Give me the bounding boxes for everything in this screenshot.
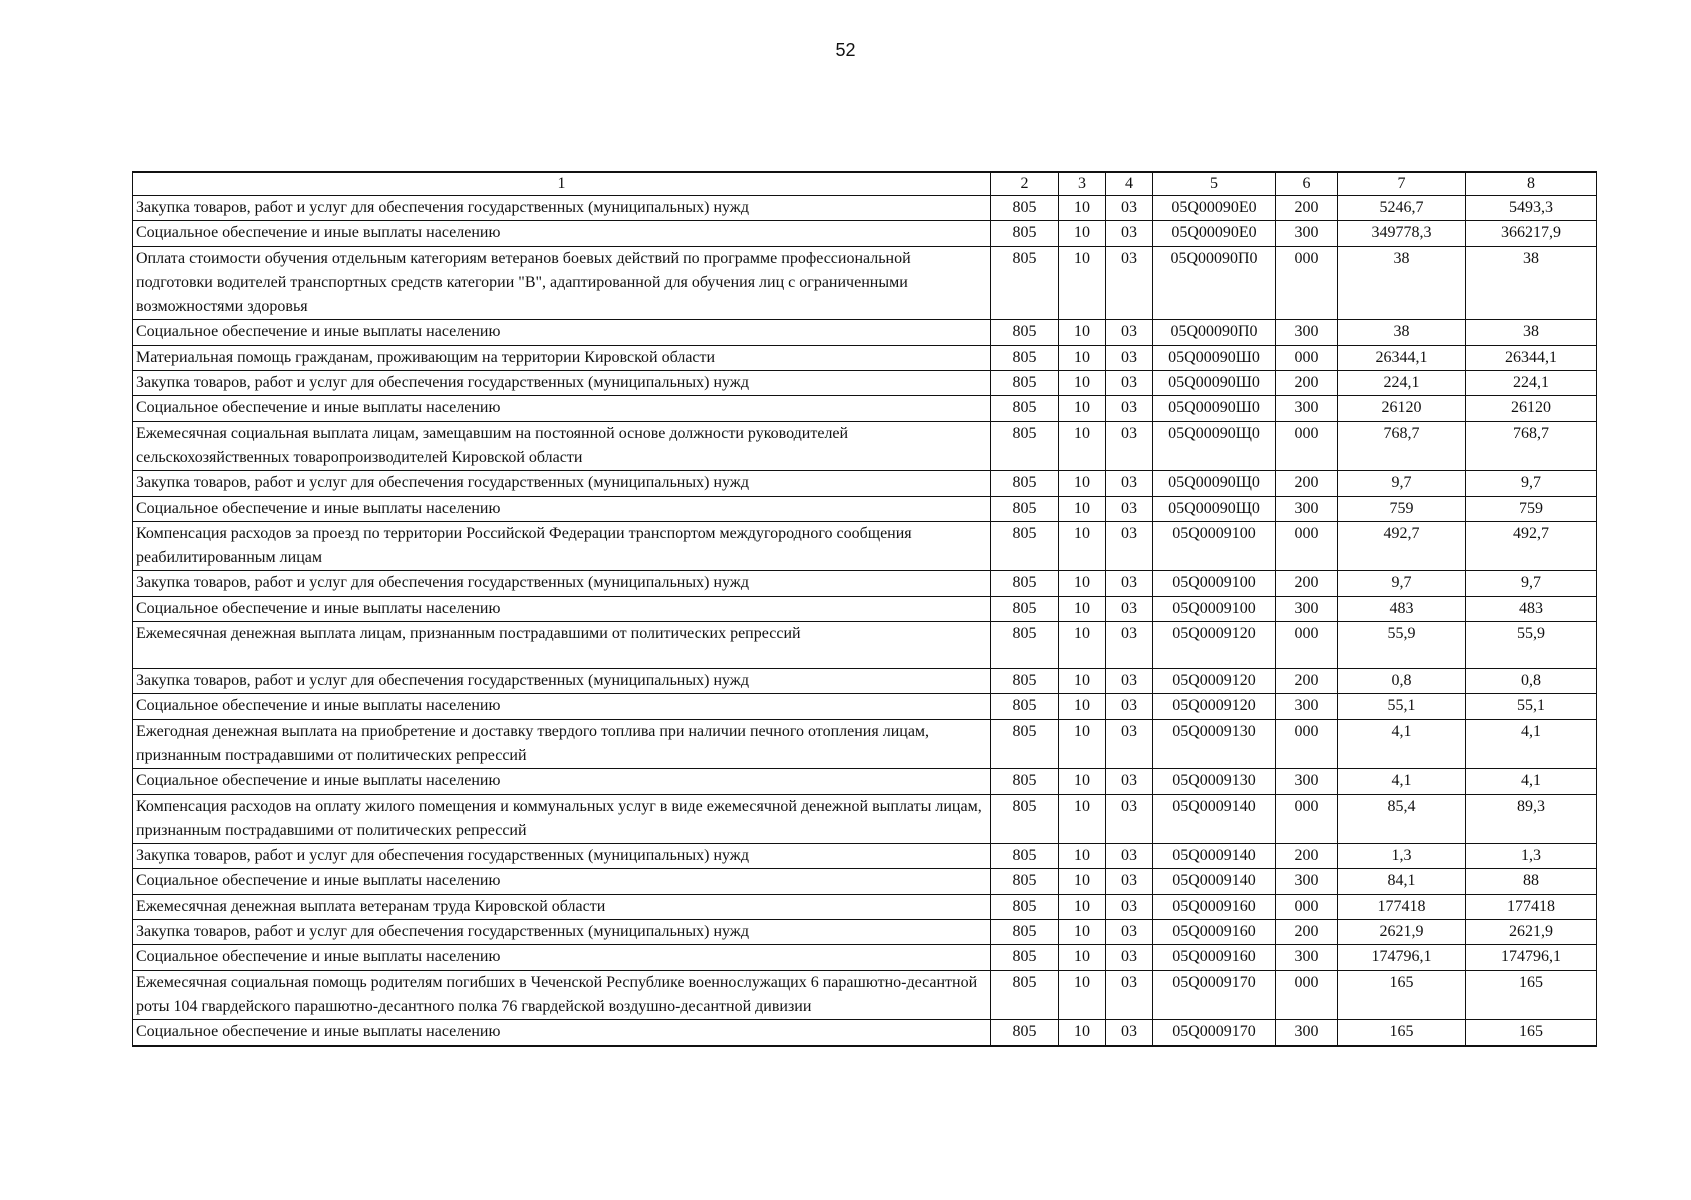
table-row [133, 970, 1597, 1020]
table-row [133, 920, 1597, 945]
row-admin-code: 805 [991, 471, 1059, 496]
row-amount-col8: 38 [1466, 320, 1597, 345]
row-admin-code: 805 [991, 496, 1059, 521]
row-description: Социальное обеспечение и иные выплаты населению [133, 769, 991, 794]
row-target-article: 05Q0009170 [1153, 970, 1276, 1020]
row-subsection: 03 [1106, 869, 1153, 894]
row-subsection: 03 [1106, 320, 1153, 345]
row-amount-col8: 177418 [1466, 894, 1597, 919]
row-section: 10 [1059, 622, 1106, 669]
row-subsection: 03 [1106, 496, 1153, 521]
header-row [133, 172, 1597, 196]
row-description: Закупка товаров, работ и услуг для обеспечения государственных (муниципальных) нужд [133, 471, 991, 496]
row-description: Закупка товаров, работ и услуг для обеспечения государственных (муниципальных) нужд [133, 371, 991, 396]
row-section: 10 [1059, 719, 1106, 769]
row-section: 10 [1059, 920, 1106, 945]
row-admin-code: 805 [991, 521, 1059, 571]
row-amount-col7: 0,8 [1338, 669, 1466, 694]
row-description: Ежемесячная социальная помощь родителям погибших в Чеченской Республике военнослужащих 6 парашютно-десантной роты 104 гвардейского парашютно-десантного полка 76 гвардейской воздушно-десантной дивизии [133, 970, 991, 1020]
row-subsection: 03 [1106, 1020, 1153, 1046]
row-amount-col7: 165 [1338, 970, 1466, 1020]
row-description: Социальное обеспечение и иные выплаты населению [133, 221, 991, 246]
header-col-2: 2 [991, 172, 1059, 196]
row-amount-col7: 5246,7 [1338, 196, 1466, 221]
row-target-article: 05Q00090Е0 [1153, 196, 1276, 221]
row-admin-code: 805 [991, 622, 1059, 669]
row-amount-col7: 26120 [1338, 396, 1466, 421]
row-target-article: 05Q0009170 [1153, 1020, 1276, 1046]
row-amount-col8: 2621,9 [1466, 920, 1597, 945]
row-section: 10 [1059, 769, 1106, 794]
row-admin-code: 805 [991, 869, 1059, 894]
row-admin-code: 805 [991, 844, 1059, 869]
row-amount-col8: 1,3 [1466, 844, 1597, 869]
row-admin-code: 805 [991, 221, 1059, 246]
table-row [133, 246, 1597, 320]
row-admin-code: 805 [991, 196, 1059, 221]
row-subsection: 03 [1106, 669, 1153, 694]
row-expense-type: 200 [1276, 844, 1338, 869]
row-subsection: 03 [1106, 246, 1153, 320]
row-subsection: 03 [1106, 521, 1153, 571]
row-target-article: 05Q0009160 [1153, 920, 1276, 945]
row-amount-col7: 483 [1338, 596, 1466, 621]
row-target-article: 05Q0009100 [1153, 596, 1276, 621]
row-admin-code: 805 [991, 345, 1059, 370]
row-admin-code: 805 [991, 769, 1059, 794]
row-admin-code: 805 [991, 396, 1059, 421]
row-section: 10 [1059, 246, 1106, 320]
row-section: 10 [1059, 1020, 1106, 1046]
row-amount-col8: 174796,1 [1466, 945, 1597, 970]
row-target-article: 05Q0009130 [1153, 769, 1276, 794]
row-description: Закупка товаров, работ и услуг для обеспечения государственных (муниципальных) нужд [133, 920, 991, 945]
row-admin-code: 805 [991, 571, 1059, 596]
row-amount-col8: 759 [1466, 496, 1597, 521]
row-expense-type: 000 [1276, 521, 1338, 571]
row-description: Ежемесячная социальная выплата лицам, замещавшим на постоянной основе должности руководителей сельскохозяйственных товаропроизводителей Кировской области [133, 421, 991, 471]
row-target-article: 05Q0009120 [1153, 669, 1276, 694]
row-subsection: 03 [1106, 769, 1153, 794]
row-amount-col7: 9,7 [1338, 471, 1466, 496]
row-subsection: 03 [1106, 571, 1153, 596]
header-col-3: 3 [1059, 172, 1106, 196]
row-target-article: 05Q0009160 [1153, 945, 1276, 970]
row-admin-code: 805 [991, 246, 1059, 320]
row-amount-col8: 483 [1466, 596, 1597, 621]
row-amount-col8: 165 [1466, 1020, 1597, 1046]
row-target-article: 05Q0009100 [1153, 571, 1276, 596]
row-amount-col7: 55,1 [1338, 694, 1466, 719]
row-description: Компенсация расходов на оплату жилого помещения и коммунальных услуг в виде ежемесячной денежной выплаты лицам, признанным пострадавшими от политических репрессий [133, 794, 991, 844]
row-description: Социальное обеспечение и иные выплаты населению [133, 1020, 991, 1046]
row-amount-col7: 55,9 [1338, 622, 1466, 669]
row-description: Социальное обеспечение и иные выплаты населению [133, 869, 991, 894]
row-target-article: 05Q00090Щ0 [1153, 496, 1276, 521]
row-expense-type: 300 [1276, 945, 1338, 970]
row-description: Закупка товаров, работ и услуг для обеспечения государственных (муниципальных) нужд [133, 196, 991, 221]
row-description: Компенсация расходов за проезд по территории Российской Федерации транспортом междугородного сообщения реабилитированным лицам [133, 521, 991, 571]
row-target-article: 05Q0009130 [1153, 719, 1276, 769]
table-row [133, 371, 1597, 396]
row-expense-type: 000 [1276, 246, 1338, 320]
row-amount-col8: 9,7 [1466, 571, 1597, 596]
row-section: 10 [1059, 496, 1106, 521]
row-subsection: 03 [1106, 396, 1153, 421]
row-section: 10 [1059, 694, 1106, 719]
row-subsection: 03 [1106, 719, 1153, 769]
row-section: 10 [1059, 571, 1106, 596]
row-expense-type: 300 [1276, 320, 1338, 345]
table-row [133, 496, 1597, 521]
row-admin-code: 805 [991, 945, 1059, 970]
row-target-article: 05Q0009140 [1153, 869, 1276, 894]
table-row [133, 345, 1597, 370]
row-amount-col8: 0,8 [1466, 669, 1597, 694]
row-expense-type: 300 [1276, 869, 1338, 894]
row-section: 10 [1059, 421, 1106, 471]
table-row [133, 894, 1597, 919]
table-row [133, 396, 1597, 421]
table-body [133, 196, 1597, 1046]
row-admin-code: 805 [991, 694, 1059, 719]
row-section: 10 [1059, 669, 1106, 694]
row-amount-col8: 366217,9 [1466, 221, 1597, 246]
row-section: 10 [1059, 371, 1106, 396]
row-description: Социальное обеспечение и иные выплаты населению [133, 496, 991, 521]
row-target-article: 05Q00090П0 [1153, 246, 1276, 320]
row-description: Оплата стоимости обучения отдельным категориям ветеранов боевых действий по программе профессиональной подготовки водителей транспортных средств категории "В", адаптированной для обучения лиц с ограниченными возможностями здоровья [133, 246, 991, 320]
row-description: Закупка товаров, работ и услуг для обеспечения государственных (муниципальных) нужд [133, 571, 991, 596]
row-section: 10 [1059, 844, 1106, 869]
table-row [133, 669, 1597, 694]
row-section: 10 [1059, 970, 1106, 1020]
row-amount-col7: 349778,3 [1338, 221, 1466, 246]
table-row [133, 719, 1597, 769]
row-expense-type: 000 [1276, 345, 1338, 370]
header-col-6: 6 [1276, 172, 1338, 196]
row-admin-code: 805 [991, 421, 1059, 471]
budget-table [132, 171, 1597, 1047]
row-admin-code: 805 [991, 1020, 1059, 1046]
row-expense-type: 000 [1276, 622, 1338, 669]
row-target-article: 05Q00090Щ0 [1153, 421, 1276, 471]
row-subsection: 03 [1106, 622, 1153, 669]
row-amount-col7: 38 [1338, 320, 1466, 345]
row-amount-col7: 768,7 [1338, 421, 1466, 471]
row-amount-col7: 492,7 [1338, 521, 1466, 571]
row-description: Социальное обеспечение и иные выплаты населению [133, 694, 991, 719]
row-amount-col7: 2621,9 [1338, 920, 1466, 945]
row-subsection: 03 [1106, 196, 1153, 221]
header-col-1: 1 [133, 172, 991, 196]
row-subsection: 03 [1106, 345, 1153, 370]
row-amount-col7: 26344,1 [1338, 345, 1466, 370]
row-section: 10 [1059, 945, 1106, 970]
row-amount-col7: 85,4 [1338, 794, 1466, 844]
row-amount-col8: 26120 [1466, 396, 1597, 421]
table-row [133, 320, 1597, 345]
table-row [133, 844, 1597, 869]
row-amount-col7: 759 [1338, 496, 1466, 521]
header-col-7: 7 [1338, 172, 1466, 196]
row-description: Социальное обеспечение и иные выплаты населению [133, 396, 991, 421]
row-description: Закупка товаров, работ и услуг для обеспечения государственных (муниципальных) нужд [133, 669, 991, 694]
row-expense-type: 000 [1276, 421, 1338, 471]
row-expense-type: 200 [1276, 196, 1338, 221]
table-row [133, 196, 1597, 221]
row-amount-col8: 55,9 [1466, 622, 1597, 669]
table-row [133, 945, 1597, 970]
row-description: Ежемесячная денежная выплата ветеранам труда Кировской области [133, 894, 991, 919]
row-subsection: 03 [1106, 371, 1153, 396]
table-row [133, 1020, 1597, 1046]
table-row [133, 596, 1597, 621]
row-amount-col8: 89,3 [1466, 794, 1597, 844]
row-expense-type: 300 [1276, 694, 1338, 719]
row-target-article: 05Q0009120 [1153, 694, 1276, 719]
row-amount-col8: 165 [1466, 970, 1597, 1020]
row-amount-col8: 38 [1466, 246, 1597, 320]
row-expense-type: 300 [1276, 221, 1338, 246]
row-section: 10 [1059, 894, 1106, 919]
row-section: 10 [1059, 221, 1106, 246]
row-target-article: 05Q00090Ш0 [1153, 371, 1276, 396]
row-amount-col8: 55,1 [1466, 694, 1597, 719]
row-section: 10 [1059, 196, 1106, 221]
table-row [133, 794, 1597, 844]
row-amount-col8: 4,1 [1466, 769, 1597, 794]
row-admin-code: 805 [991, 719, 1059, 769]
row-target-article: 05Q00090П0 [1153, 320, 1276, 345]
table-row [133, 521, 1597, 571]
row-expense-type: 200 [1276, 920, 1338, 945]
row-section: 10 [1059, 521, 1106, 571]
row-amount-col8: 5493,3 [1466, 196, 1597, 221]
row-subsection: 03 [1106, 694, 1153, 719]
table-row [133, 622, 1597, 669]
row-amount-col8: 768,7 [1466, 421, 1597, 471]
row-target-article: 05Q00090Е0 [1153, 221, 1276, 246]
table-row [133, 869, 1597, 894]
row-amount-col8: 26344,1 [1466, 345, 1597, 370]
row-description: Ежегодная денежная выплата на приобретение и доставку твердого топлива при наличии печного отопления лицам, признанным пострадавшими от политических репрессий [133, 719, 991, 769]
row-target-article: 05Q00090Щ0 [1153, 471, 1276, 496]
row-expense-type: 300 [1276, 596, 1338, 621]
row-target-article: 05Q0009160 [1153, 894, 1276, 919]
row-expense-type: 200 [1276, 571, 1338, 596]
header-col-8: 8 [1466, 172, 1597, 196]
row-section: 10 [1059, 596, 1106, 621]
row-target-article: 05Q00090Ш0 [1153, 396, 1276, 421]
row-subsection: 03 [1106, 844, 1153, 869]
row-expense-type: 000 [1276, 794, 1338, 844]
row-section: 10 [1059, 396, 1106, 421]
row-target-article: 05Q0009120 [1153, 622, 1276, 669]
row-subsection: 03 [1106, 794, 1153, 844]
row-expense-type: 200 [1276, 371, 1338, 396]
row-target-article: 05Q0009140 [1153, 794, 1276, 844]
row-expense-type: 200 [1276, 471, 1338, 496]
row-amount-col8: 9,7 [1466, 471, 1597, 496]
row-target-article: 05Q0009100 [1153, 521, 1276, 571]
row-description: Социальное обеспечение и иные выплаты населению [133, 596, 991, 621]
row-subsection: 03 [1106, 221, 1153, 246]
table-row [133, 421, 1597, 471]
table-row [133, 471, 1597, 496]
row-amount-col8: 492,7 [1466, 521, 1597, 571]
row-subsection: 03 [1106, 596, 1153, 621]
row-admin-code: 805 [991, 320, 1059, 345]
row-expense-type: 000 [1276, 970, 1338, 1020]
row-amount-col8: 224,1 [1466, 371, 1597, 396]
row-expense-type: 200 [1276, 669, 1338, 694]
row-admin-code: 805 [991, 371, 1059, 396]
row-description: Социальное обеспечение и иные выплаты населению [133, 320, 991, 345]
row-admin-code: 805 [991, 669, 1059, 694]
row-subsection: 03 [1106, 970, 1153, 1020]
row-target-article: 05Q00090Ш0 [1153, 345, 1276, 370]
row-admin-code: 805 [991, 794, 1059, 844]
row-description: Закупка товаров, работ и услуг для обеспечения государственных (муниципальных) нужд [133, 844, 991, 869]
row-section: 10 [1059, 345, 1106, 370]
row-amount-col7: 9,7 [1338, 571, 1466, 596]
table-row [133, 221, 1597, 246]
header-col-5: 5 [1153, 172, 1276, 196]
row-section: 10 [1059, 471, 1106, 496]
row-subsection: 03 [1106, 894, 1153, 919]
row-expense-type: 000 [1276, 719, 1338, 769]
row-subsection: 03 [1106, 471, 1153, 496]
row-amount-col7: 84,1 [1338, 869, 1466, 894]
row-subsection: 03 [1106, 920, 1153, 945]
table-row [133, 694, 1597, 719]
row-section: 10 [1059, 794, 1106, 844]
row-amount-col7: 1,3 [1338, 844, 1466, 869]
row-section: 10 [1059, 869, 1106, 894]
row-admin-code: 805 [991, 970, 1059, 1020]
row-description: Материальная помощь гражданам, проживающим на территории Кировской области [133, 345, 991, 370]
row-amount-col7: 38 [1338, 246, 1466, 320]
row-description: Социальное обеспечение и иные выплаты населению [133, 945, 991, 970]
row-amount-col8: 88 [1466, 869, 1597, 894]
row-expense-type: 300 [1276, 496, 1338, 521]
row-amount-col7: 4,1 [1338, 769, 1466, 794]
row-subsection: 03 [1106, 421, 1153, 471]
row-amount-col7: 174796,1 [1338, 945, 1466, 970]
page-number: 52 [835, 40, 856, 60]
row-expense-type: 300 [1276, 769, 1338, 794]
row-amount-col7: 224,1 [1338, 371, 1466, 396]
row-admin-code: 805 [991, 596, 1059, 621]
row-amount-col7: 4,1 [1338, 719, 1466, 769]
row-amount-col7: 177418 [1338, 894, 1466, 919]
header-col-4: 4 [1106, 172, 1153, 196]
row-amount-col7: 165 [1338, 1020, 1466, 1046]
row-amount-col8: 4,1 [1466, 719, 1597, 769]
table-row [133, 769, 1597, 794]
row-target-article: 05Q0009140 [1153, 844, 1276, 869]
row-subsection: 03 [1106, 945, 1153, 970]
row-expense-type: 300 [1276, 1020, 1338, 1046]
row-section: 10 [1059, 320, 1106, 345]
row-admin-code: 805 [991, 920, 1059, 945]
table-row [133, 571, 1597, 596]
row-expense-type: 300 [1276, 396, 1338, 421]
row-admin-code: 805 [991, 894, 1059, 919]
row-description: Ежемесячная денежная выплата лицам, признанным пострадавшими от политических репрессий [133, 622, 991, 669]
row-expense-type: 000 [1276, 894, 1338, 919]
